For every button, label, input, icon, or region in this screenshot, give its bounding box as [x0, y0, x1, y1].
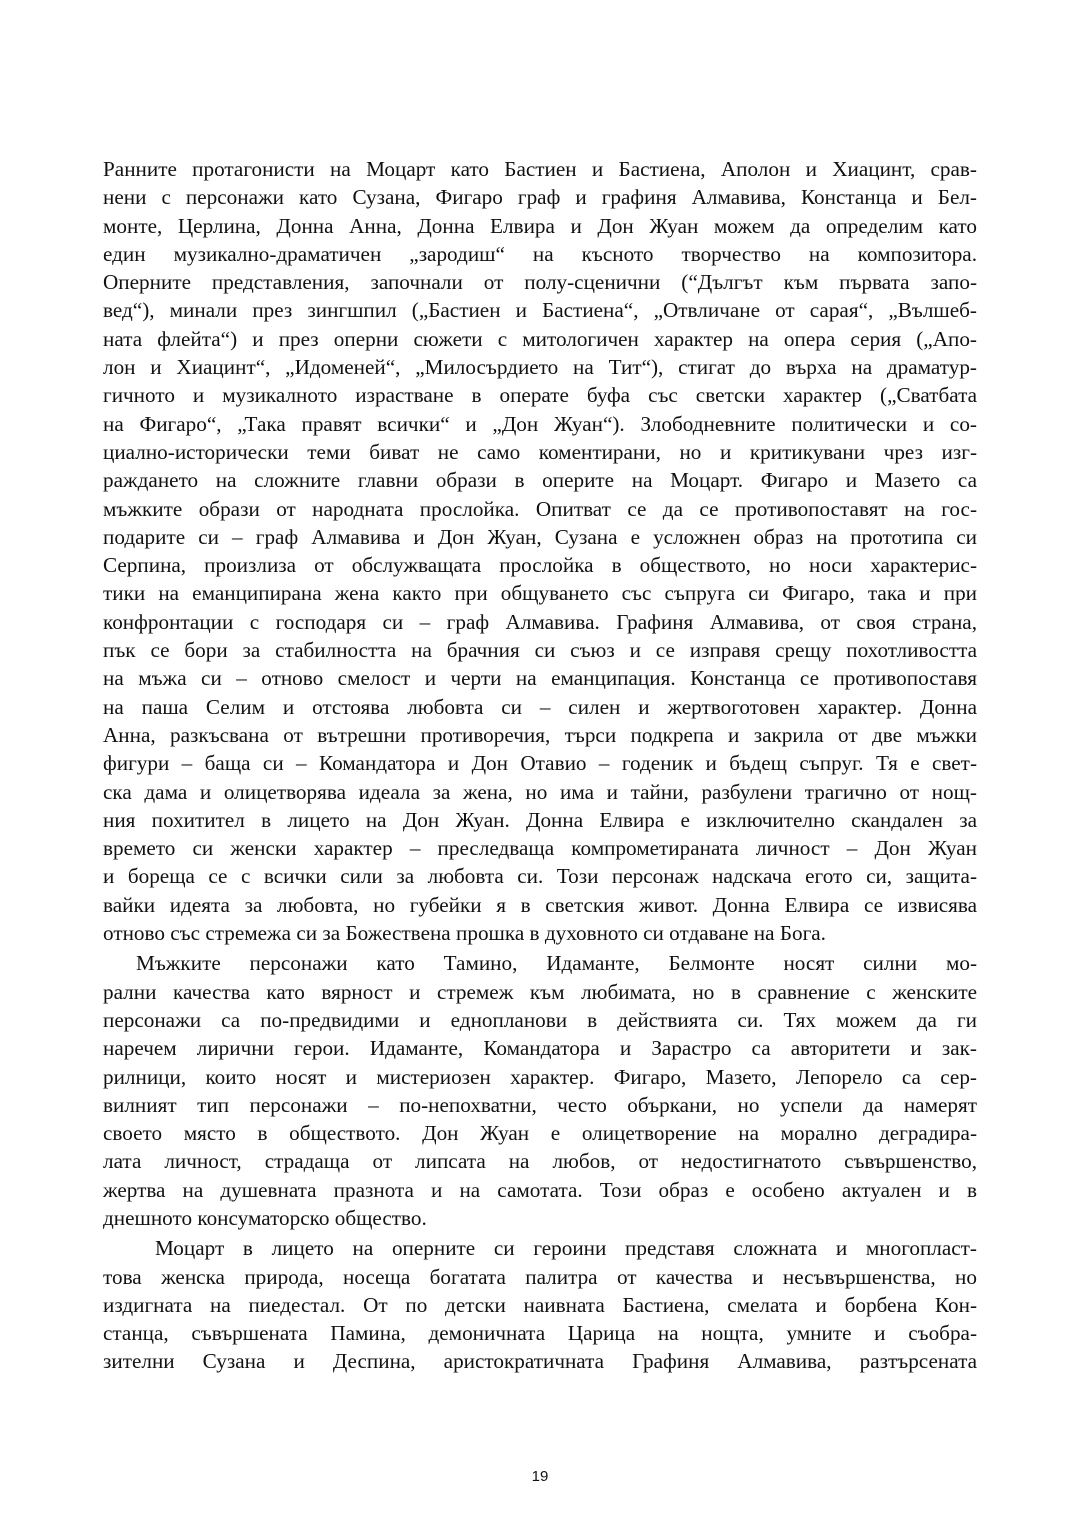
text-line: времето си женски характер – преследваща компрометираната личност – Дон Жуан [103, 836, 977, 861]
text-line: Анна, разкъсвана от вътрешни противоречия, търси подкрепа и закрила от две мъжки [103, 722, 977, 747]
text-line: нени с персонажи като Сузана, Фигаро граф и графиня Алмавива, Констанца и Бел- [103, 185, 977, 210]
text-line: ния похитител в лицето на Дон Жуан. Донна Елвира е изключително скандален за [103, 807, 977, 832]
text-line: Моцарт в лицето на оперните си героини представя сложната и многопласт- [155, 1236, 977, 1261]
text-line: издигната на пиедестал. От по детски наивната Бастиена, смелата и борбена Кон- [103, 1292, 977, 1317]
text-line: лата личност, страдаща от липсата на любов, от недостигнатото съвършенство, [103, 1149, 977, 1174]
paragraph-1 [103, 155, 977, 947]
page-number: 19 [531, 1468, 549, 1485]
text-line: един музикално-драматичен „зародиш“ на късното творчество на композитора. [103, 241, 977, 266]
text-line: рални качества като вярност и стремеж към любимата, но в сравнение с женските [103, 979, 977, 1004]
text-line: подарите си – граф Алмавива и Дон Жуан, Сузана е усложнен образ на прототипа си [103, 524, 977, 549]
text-line: своето място в обществото. Дон Жуан е олицетворение на морално деградира- [103, 1121, 977, 1146]
text-line: раждането на сложните главни образи в оперите на Моцарт. Фигаро и Мазето са [103, 468, 977, 493]
text-line: вилният тип персонажи – по-непохватни, често объркани, но успели да намерят [103, 1092, 977, 1117]
text-line: на паша Селим и отстоява любовта си – силен и жертвоготовен характер. Донна [103, 694, 977, 719]
text-line: лон и Хиацинт“, „Идоменей“, „Милосърдието на Тит“), стигат до върха на драматур- [103, 355, 977, 380]
text-line: тики на еманципирана жена както при общуването със съпруга си Фигаро, така и при [103, 581, 977, 606]
text-line: Серпина, произлиза от обслужващата прослойка в обществото, но носи характерис- [103, 553, 977, 578]
text-line: монте, Церлина, Донна Анна, Донна Елвира и Дон Жуан можем да определим като [103, 213, 977, 238]
text-line: днешното консуматорско общество. [103, 1205, 427, 1230]
text-line: ната флейта“) и през оперни сюжети с митологичен характер на опера серия („Апо- [103, 326, 977, 351]
text-line: и бореща се с всички сили за любовта си. Този персонаж надскача егото си, защита- [103, 864, 977, 889]
paragraph-2 [103, 949, 977, 1232]
text-line: гичното и музикалното израстване в операте буфа със светски характер („Сватбата [103, 383, 977, 408]
text-line: на мъжа си – отново смелост и черти на еманципация. Констанца се противопоставя [103, 666, 977, 691]
text-line: персонажи са по-предвидими и еднопланови в действията си. Тях можем да ги [103, 1007, 977, 1032]
text-line: наречем лирични герои. Идаманте, Командатора и Зарастро са авторитети и зак- [103, 1036, 977, 1061]
text-line: пък се бори за стабилността на брачния си съюз и се изправя срещу похотливостта [103, 638, 977, 663]
paragraph-3 [103, 1234, 977, 1375]
text-line: жертва на душевната празнота и на самотата. Този образ е особено актуален и в [103, 1177, 977, 1202]
text-line: фигури – баща си – Командатора и Дон Отавио – годеник и бъдещ съпруг. Тя е свет- [103, 751, 977, 776]
text-line: Ранните протагонисти на Моцарт като Бастиен и Бастиена, Аполон и Хиацинт, срав- [103, 157, 977, 181]
text-line: вайки идеята за любовта, но губейки я в светския живот. Донна Елвира се извисява [103, 892, 977, 917]
text-line: това женска природа, носеща богатата палитра от качества и несъвършенства, но [103, 1264, 977, 1289]
text-line: циално-исторически теми биват не само коментирани, но и критикувани чрез изг- [103, 439, 977, 464]
text-line: станца, съвършената Памина, демоничната Царица на нощта, умните и съобра- [103, 1321, 977, 1346]
text-line: Оперните представления, започнали от полу-сценични (“Дългът към първата запо- [103, 270, 977, 295]
text-line: зителни Сузана и Деспина, аристократичната Графиня Алмавива, разтърсената [103, 1349, 977, 1374]
text-line: ска дама и олицетворява идеала за жена, но има и тайни, разбулени трагично от нощ- [103, 779, 977, 804]
page-body [103, 155, 977, 1376]
text-line: на Фигаро“, „Така правят всички“ и „Дон Жуан“). Злободневните политически и со- [103, 411, 977, 436]
text-line: Мъжките персонажи като Тамино, Идаманте, Белмонте носят силни мо- [136, 951, 977, 976]
text-line: отново със стремежа си за Божествена прошка в духовното си отдаване на Бога. [103, 921, 826, 946]
text-line: конфронтации с господаря си – граф Алмавива. Графиня Алмавива, от своя страна, [103, 609, 977, 634]
text-line: вед“), минали през зингшпил („Бастиен и Бастиена“, „Отвличане от сарая“, „Вълшеб- [103, 298, 977, 323]
text-line: мъжките образи от народната прослойка. Опитват се да се противопоставят на гос- [103, 496, 977, 521]
text-line: рилници, които носят и мистериозен характер. Фигаро, Мазето, Лепорело са сер- [103, 1064, 977, 1089]
